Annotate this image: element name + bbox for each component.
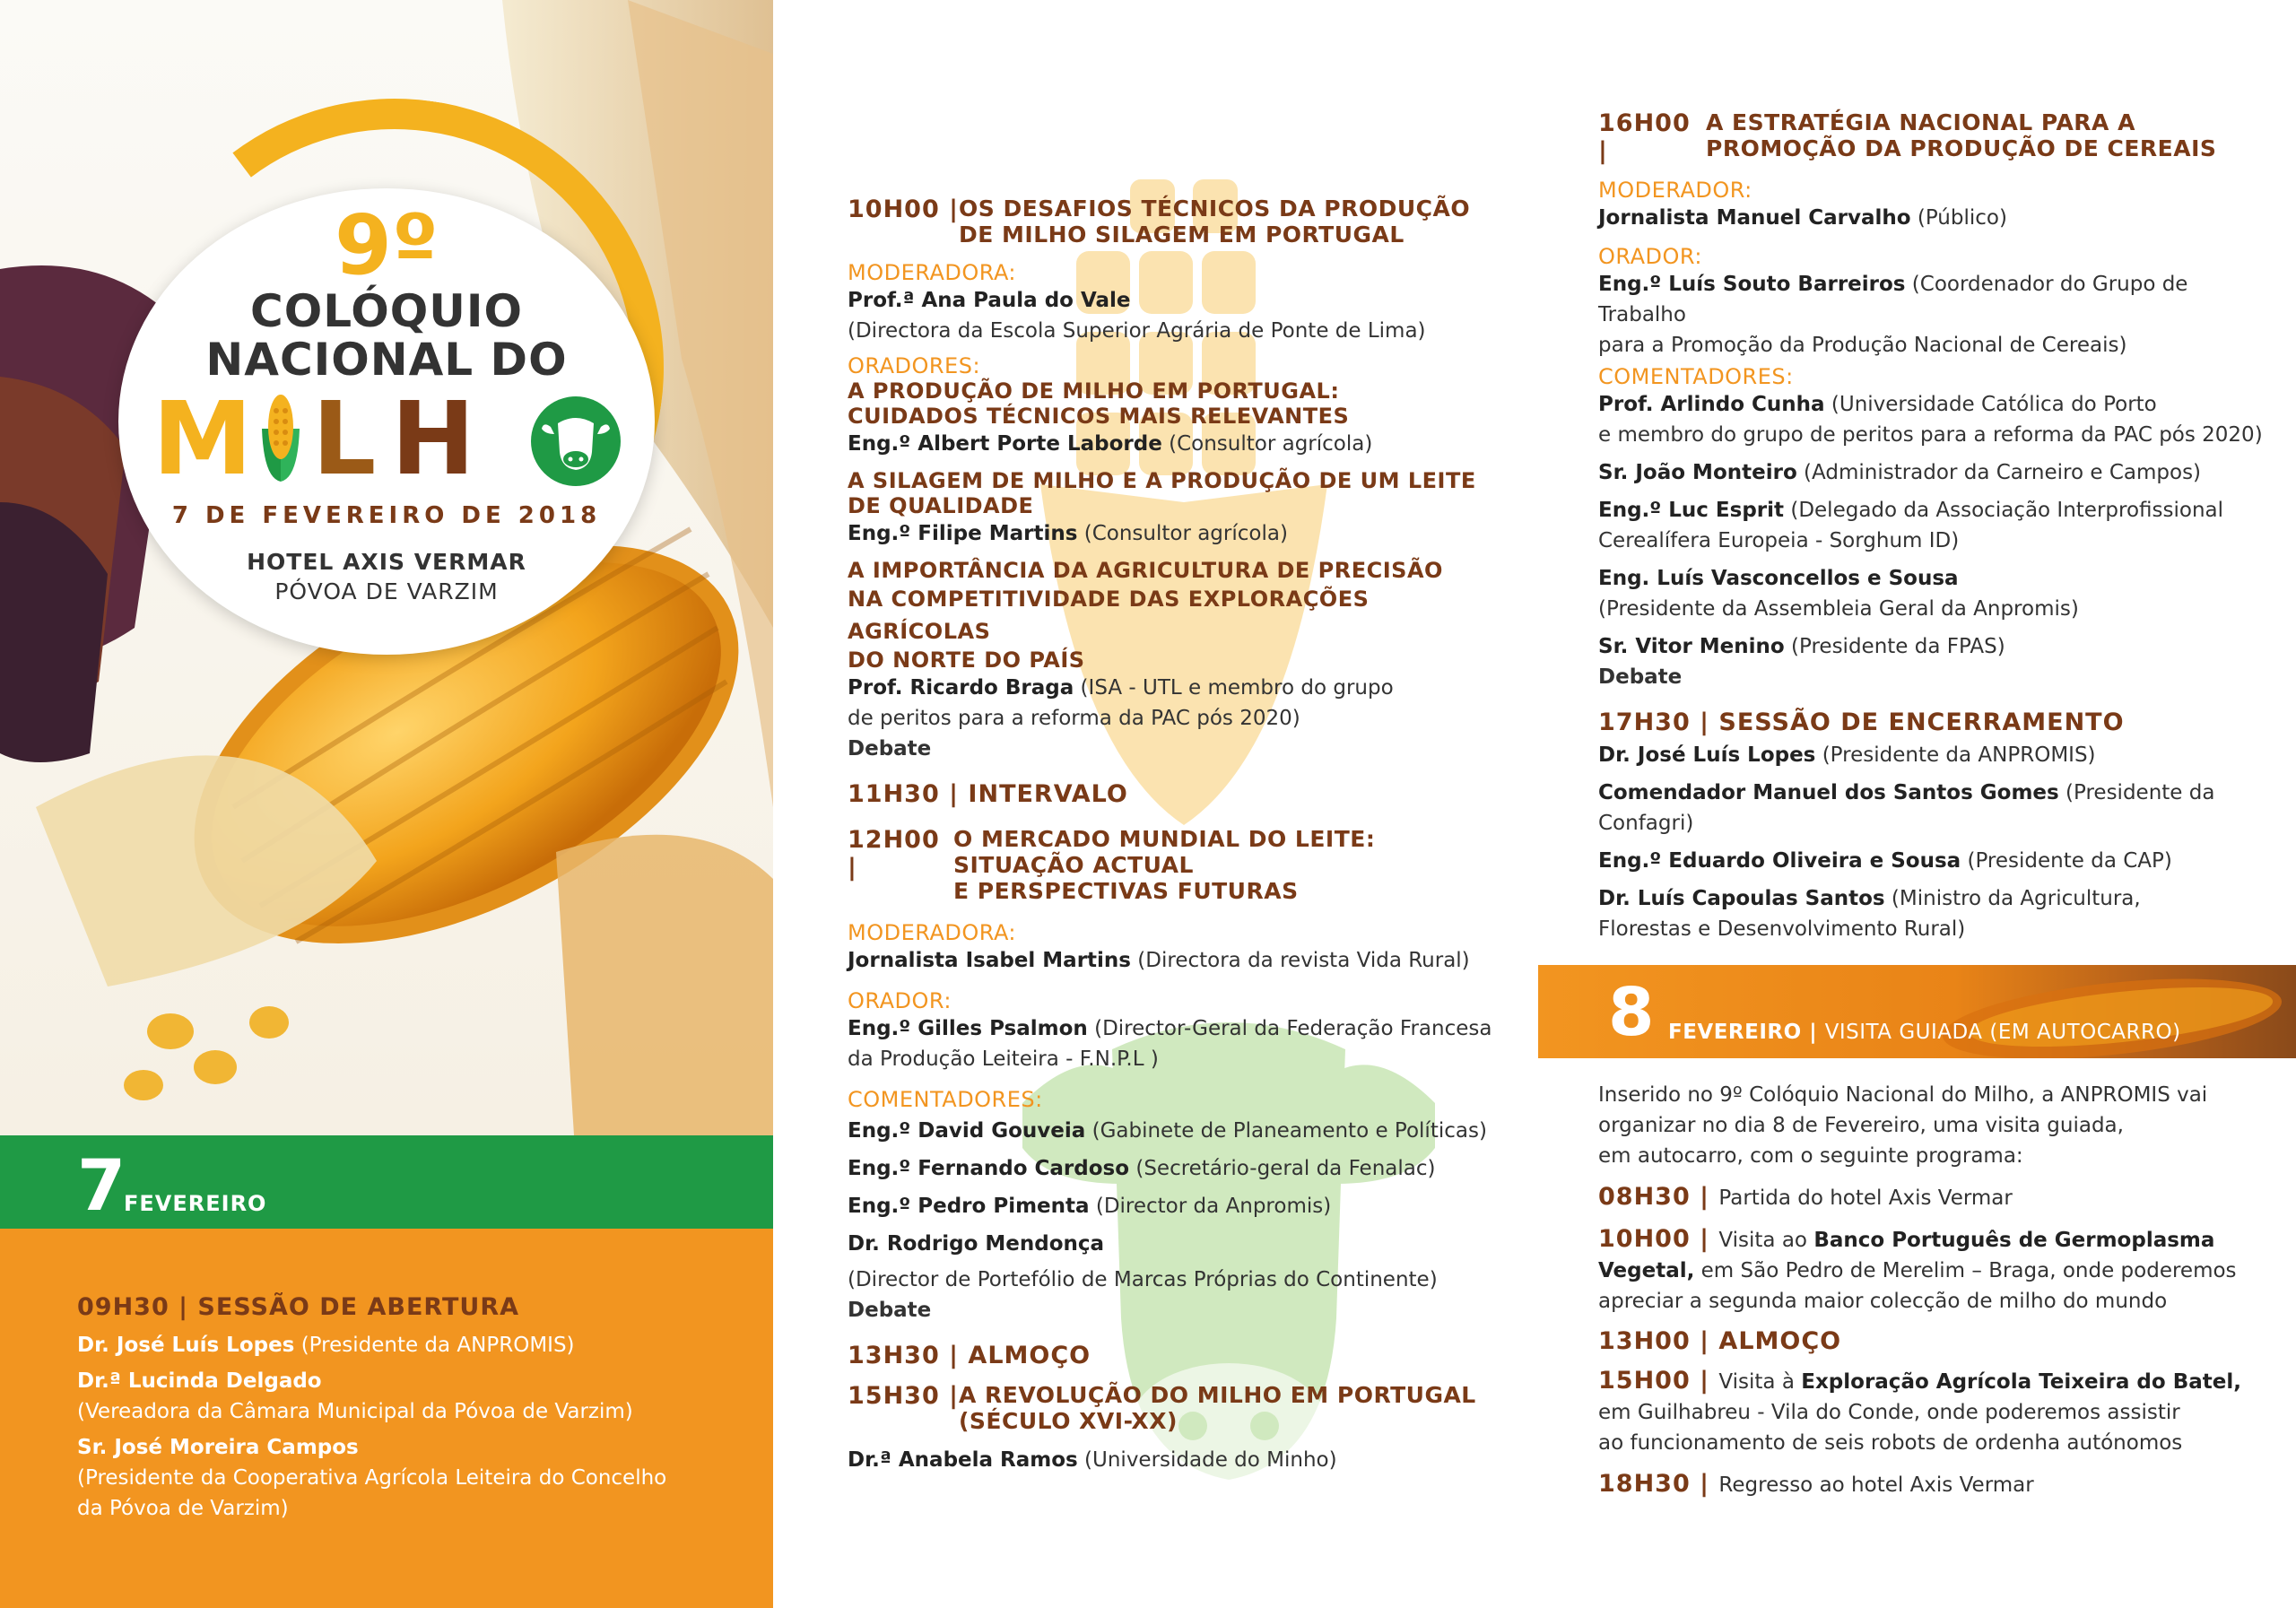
speaker-role: (Presidente da FPAS) [1784,635,2005,658]
debate-label: Debate [1598,665,1683,689]
speaker-name: Prof. Ricardo Braga [848,676,1074,700]
visit-text: ao funcionamento de seis robots de ordenha autónomos [1598,1431,2183,1455]
talk-title: A PRODUÇÃO DE MILHO EM PORTUGAL: [848,378,1340,404]
corn-cob-icon [260,393,301,482]
speaker-role: para a Promoção da Produção Nacional de Cereais) [1598,334,2127,357]
letter-h: H [391,381,475,498]
session-time: 15H30 [848,1382,940,1410]
visit-intro: Inserido no 9º Colóquio Nacional do Milho, a ANPROMIS vai [1598,1083,2208,1107]
speaker-name: Sr. José Moreira Campos [77,1436,359,1459]
session-time: 11H30 [848,780,940,808]
session-title: PROMOÇÃO DA PRODUÇÃO DE CEREAIS [1706,135,2217,161]
session-10h00: 10H00 | OS DESAFIOS TÉCNICOS DA PRODUÇÃO DE MILHO SILAGEM EM PORTUGAL [848,196,1471,248]
session-16h00: 16H00 | A ESTRATÉGIA NACIONAL PARA A PROMOÇÃO DA PRODUÇÃO DE CEREAIS [1598,109,2217,165]
visit-intro: organizar no dia 8 de Fevereiro, uma visita guiada, [1598,1114,2124,1137]
talk-title: A IMPORTÂNCIA DA AGRICULTURA DE PRECISÃO [848,558,1443,583]
day8-month: FEVEREIRO [1668,1021,1802,1044]
session-time: 16H00 [1598,109,1691,137]
opening-session: 09H30 | SESSÃO DE ABERTURA Dr. José Luís Lopes (Presidente da ANPROMIS) Dr.ª Lucinda Delgado (Vereadora da Câmara Municipal da Póvoa de Varzim) Sr. José Moreira Campos (Presidente da Cooperativa Agrícola Leiteira do Concelho da Póvoa de Varzim) [0,1229,773,1608]
speaker-name: Dr.ª Anabela Ramos [848,1448,1078,1472]
session-title: SITUAÇÃO ACTUAL [953,852,1194,878]
visit-text: Visita à [1718,1370,1802,1394]
speaker-name: Eng.º Eduardo Oliveira e Sousa [1598,849,1961,873]
program-column-3: 16H00 | A ESTRATÉGIA NACIONAL PARA A PROMOÇÃO DA PRODUÇÃO DE CEREAIS MODERADOR: Jornalista Manuel Carvalho (Público) ORADOR: Eng.º Luís Souto Barreiros (Coordenador do Grupo de Trabalho para a Promoção da Produção Nacional de Cereais) COMENTADORES: Prof. Arlindo Cunha (Universidade Católica do Porto e membro do grupo de peritos para a reforma da PAC pós 2020) Sr. João Monteiro (Administrador da Carneiro e Campos) Eng.º Luc Esprit (Delegado da Associação Interprofissional Cerealífera Europeia - Sorghum ID) Eng. Luís Vasconcellos e Sousa (Presidente da Assembleia Geral da Anpromis) Sr. Vitor Menino (Presidente da FPAS) Debate 17H30 | SESSÃO DE ENCERRAMENTO Dr. José Luís Lopes (Presidente da ANPROMIS) Comendador Manuel dos Santos Gomes (Presidente da Confagri) Eng.º Eduardo Oliveira e Sousa (Presidente da CAP) Dr. Luís Capoulas Santos (Ministro da Agricultura, Florestas e Desenvolvimento Rural) [1598,109,2280,944]
speaker-name: Eng.º Pedro Pimenta [848,1195,1090,1218]
speaker-name: Sr. Vitor Menino [1598,635,1785,658]
speaker-name: Eng.º David Gouveia [848,1119,1086,1143]
speaker-role: (Coordenador do Grupo de Trabalho [1598,273,2188,326]
role-label: ORADORES: [848,353,981,378]
colloquium-logo [136,197,637,604]
speaker-role: Florestas e Desenvolvimento Rural) [1598,917,1966,941]
speaker-name: Prof.ª Ana Paula do Vale [848,289,1131,312]
letter-m: M [152,381,253,498]
speaker-name: Eng.º Gilles Psalmon [848,1017,1088,1040]
speaker-role: (Presidente da ANPROMIS) [1815,743,2096,767]
speaker-name: Eng.º Fernando Cardoso [848,1157,1130,1180]
speaker-role: (Presidente da CAP) [1961,849,2172,873]
opening-title: SESSÃO DE ABERTURA [197,1293,520,1321]
role-label: ORADOR: [848,988,952,1013]
speaker-name: Dr. José Luís Lopes [77,1334,295,1357]
visit-time: 13H00 [1598,1327,1691,1355]
visit-place: Banco Português de Germoplasma [1813,1229,2215,1252]
event-date: 7 DE FEVEREIRO DE 2018 [171,502,602,529]
city: PÓVOA DE VARZIM [274,578,499,604]
role-label: COMENTADORES: [1598,364,1794,389]
speaker-role: (Presidente da Cooperativa Agrícola Leiteira do Concelho [77,1466,667,1490]
speaker-role: (Universidade do Minho) [1077,1448,1337,1472]
visit-text: Regresso ao hotel Axis Vermar [1718,1473,2034,1497]
speaker-name: Dr. José Luís Lopes [1598,743,1816,767]
day7-number: 7 [77,1146,126,1227]
day7-month: FEVEREIRO [124,1191,267,1216]
opening-time: 09H30 [77,1293,170,1321]
speaker-role: (Presidente da Confagri) [1598,781,2215,835]
speaker-role: (Consultor agrícola) [1077,522,1288,545]
milho-word [136,381,637,498]
day8-number: 8 [1608,974,1655,1051]
speaker-role: (Público) [1910,206,2007,230]
session-title: E PERSPECTIVAS FUTURAS [953,878,1299,904]
session-12h00: 12H00 | O MERCADO MUNDIAL DO LEITE: SITUAÇÃO ACTUAL E PERSPECTIVAS FUTURAS [848,826,1376,904]
speaker-name: Sr. João Monteiro [1598,461,1797,484]
program-column-2: 10H00 | OS DESAFIOS TÉCNICOS DA PRODUÇÃO DE MILHO SILAGEM EM PORTUGAL MODERADORA: Prof.ª Ana Paula do Vale (Directora da Escola Superior Agrária de Ponte de Lima) ORADORES: A PRODUÇÃO DE MILHO EM PORTUGAL: CUIDADOS TÉCNICOS MAIS RELEVANTES Eng.º Albert Porte Laborde (Consultor agrícola) A SILAGEM DE MILHO E A PRODUÇÃO DE UM LEITE DE QUALIDADE Eng.º Filipe Martins (Consultor agrícola) A IMPORTÂNCIA DA AGRICULTURA DE PRECISÃO NA COMPETITIVIDADE DAS EXPLORAÇÕES AGRÍCOLAS DO NORTE DO PAÍS Prof. Ricardo Braga (ISA - UTL e membro do grupo de peritos para a reforma da PAC pós 2020) Debate 11H30 | INTERVALO 12H00 | O MERCADO MUNDIAL DO LEITE: SITUAÇÃO ACTUAL E PERSPECTIVAS FUTURAS MODERADORA: Jornalista Isabel Martins (Directora da revista Vida Rural) ORADOR: Eng.º Gilles Psalmon (Director-Geral da Federação Francesa da Produção Leiteira - F.N.P.L ) COMENTADORES: Eng.º David Gouveia (Gabinete de Planeamento e Políticas) Eng.º Fernando Cardoso (Secretário-geral da Fenalac) Eng.º Pedro Pimenta (Director da Anpromis) Dr. Rodrigo Mendonça (Director de Portefólio de Marcas Próprias do Continente) Debate 13H30 | ALMOÇO 15H30 | A REVOLUÇÃO DO MILHO EM PORTUGAL (SÉCULO XVI-XX) Dr.ª Anabela Ramos (Universidade do Minho) [848,196,1511,1475]
letter-l: L [312,381,377,498]
visit-time: 15H00 [1598,1367,1691,1395]
speaker-name: Dr. Rodrigo Mendonça [848,1232,1105,1256]
debate-label: Debate [848,737,932,761]
speaker-name: Jornalista Isabel Martins [848,949,1131,972]
speaker-name: Eng.º Luc Esprit [1598,499,1785,522]
talk-title: NA COMPETITIVIDADE DAS EXPLORAÇÕES AGRÍCOLAS [848,587,1370,644]
talk-title: A SILAGEM DE MILHO E A PRODUÇÃO DE UM LEITE [848,468,1476,493]
speaker-role: Cerealífera Europeia - Sorghum ID) [1598,529,1960,552]
role-label: MODERADORA: [848,920,1017,945]
speaker-role: (ISA - UTL e membro do grupo [1074,676,1394,700]
role-label: MODERADORA: [848,260,1017,285]
visit-text: em São Pedro de Merelim – Braga, onde poderemos [1694,1259,2237,1282]
session-time: 13H30 [848,1342,940,1369]
logo-line1: COLÓQUIO [250,285,523,337]
speaker-role: da Produção Leiteira - F.N.P.L ) [848,1047,1159,1071]
role-label: ORADOR: [1598,244,1702,269]
speaker-name: Jornalista Manuel Carvalho [1598,206,1911,230]
visit-text: Visita ao [1718,1229,1814,1252]
visit-time: 10H00 [1598,1225,1691,1253]
session-15h30: 15H30 | A REVOLUÇÃO DO MILHO EM PORTUGAL (SÉCULO XVI-XX) [848,1382,1476,1434]
speaker-name: Dr.ª Lucinda Delgado [77,1369,322,1393]
speaker-role: (Presidente da Assembleia Geral da Anpromis) [1598,597,2079,621]
session-title: DE MILHO SILAGEM EM PORTUGAL [959,222,1405,248]
speaker-name: Eng.º Filipe Martins [848,522,1078,545]
visit-text: Partida do hotel Axis Vermar [1718,1186,2013,1210]
visit-intro: em autocarro, com o seguinte programa: [1598,1144,2023,1168]
visit-place: Exploração Agrícola Teixeira do Batel, [1801,1370,2241,1394]
speaker-role: (Consultor agrícola) [1161,432,1373,456]
logo-line2: NACIONAL DO [205,334,568,386]
speaker-role: (Delegado da Associação Interprofissional [1784,499,2224,522]
session-time: 17H30 [1598,708,1691,736]
speaker-role: (Universidade Católica do Porto [1824,393,2157,416]
speaker-role: de peritos para a reforma da PAC pós 2020) [848,707,1300,730]
speaker-role: (Director-Geral da Federação Francesa [1087,1017,1492,1040]
speaker-name: Eng.º Albert Porte Laborde [848,432,1162,456]
speaker-role: (Secretário-geral da Fenalac) [1129,1157,1436,1180]
speaker-role: e membro do grupo de peritos para a reforma da PAC pós 2020) [1598,423,2263,447]
visit-place: Vegetal, [1598,1259,1695,1282]
visit-title: ALMOÇO [1718,1327,1842,1355]
role-label: COMENTADORES: [848,1087,1043,1112]
speaker-role: (Director de Portefólio de Marcas Próprias do Continente) [848,1268,1438,1291]
talk-title: CUIDADOS TÉCNICOS MAIS RELEVANTES [848,404,1350,429]
session-title: A ESTRATÉGIA NACIONAL PARA A [1706,109,2135,135]
day8-banner [1538,965,2296,1058]
session-time: 10H00 [848,196,940,223]
speaker-role: (Directora da Escola Superior Agrária de Ponte de Lima) [848,319,1426,343]
speaker-name: Comendador Manuel dos Santos Gomes [1598,781,2059,804]
speaker-name: Dr. Luís Capoulas Santos [1598,887,1885,910]
visit-time: 18H30 [1598,1470,1691,1498]
role-label: MODERADOR: [1598,178,1752,203]
speaker-name: Eng. Luís Vasconcellos e Sousa [1598,567,1959,590]
day8-subtitle: VISITA GUIADA (EM AUTOCARRO) [1824,1021,2181,1044]
cow-icon [531,396,621,486]
session-title: OS DESAFIOS TÉCNICOS DA PRODUÇÃO [959,196,1471,222]
speaker-role: (Vereadora da Câmara Municipal da Póvoa de Varzim) [77,1400,633,1423]
speaker-role: (Administrador da Carneiro e Campos) [1796,461,2202,484]
speaker-name: Eng.º Luís Souto Barreiros [1598,273,1906,296]
session-title: A REVOLUÇÃO DO MILHO EM PORTUGAL [959,1382,1476,1408]
edition-number: 9º [335,197,439,293]
session-title: INTERVALO [968,780,1128,808]
visit-text: apreciar a segunda maior colecção de milho do mundo [1598,1290,2168,1313]
speaker-role: (Gabinete de Planeamento e Políticas) [1085,1119,1487,1143]
day8-separator: | [1801,1021,1825,1044]
talk-title: DE QUALIDADE [848,493,1034,518]
speaker-name: Prof. Arlindo Cunha [1598,393,1825,416]
corn-banner-image [1933,965,2296,1058]
speaker-role: (Presidente da ANPROMIS) [294,1334,575,1357]
speaker-role: da Póvoa de Varzim) [77,1497,289,1520]
talk-title: DO NORTE DO PAÍS [848,648,1085,673]
session-title: (SÉCULO XVI-XX) [959,1408,1178,1434]
venue: HOTEL AXIS VERMAR [247,549,526,575]
debate-label: Debate [848,1299,932,1322]
speaker-role: (Director da Anpromis) [1089,1195,1332,1218]
session-title: O MERCADO MUNDIAL DO LEITE: [953,826,1376,852]
visit-program: Inserido no 9º Colóquio Nacional do Milho, a ANPROMIS vai organizar no dia 8 de Fevereiro, uma visita guiada, em autocarro, com o seguinte programa: 08H30 | Partida do hotel Axis Vermar 10H00 | Visita ao Banco Português de Germoplasma Vegetal, em São Pedro de Merelim – Braga, onde poderemos apreciar a segunda maior colecção de milho do mundo 13H00 | ALMOÇO 15H00 | Visita à Exploração Agrícola Teixeira do Batel, em Guilhabreu - Vila do Conde, onde poderemos assistir ao funcionamento de seis robots de ordenha autónomos 18H30 | Regresso ao hotel Axis Vermar [1598,1080,2280,1500]
day7-band [0,1135,773,1229]
session-time: 12H00 [848,826,940,854]
session-title: SESSÃO DE ENCERRAMENTO [1718,708,2125,736]
session-title: ALMOÇO [968,1342,1091,1369]
speaker-role: (Ministro da Agricultura, [1884,887,2141,910]
speaker-role: (Directora da revista Vida Rural) [1131,949,1470,972]
visit-time: 08H30 [1598,1183,1691,1211]
visit-text: em Guilhabreu - Vila do Conde, onde poderemos assistir [1598,1401,2180,1424]
